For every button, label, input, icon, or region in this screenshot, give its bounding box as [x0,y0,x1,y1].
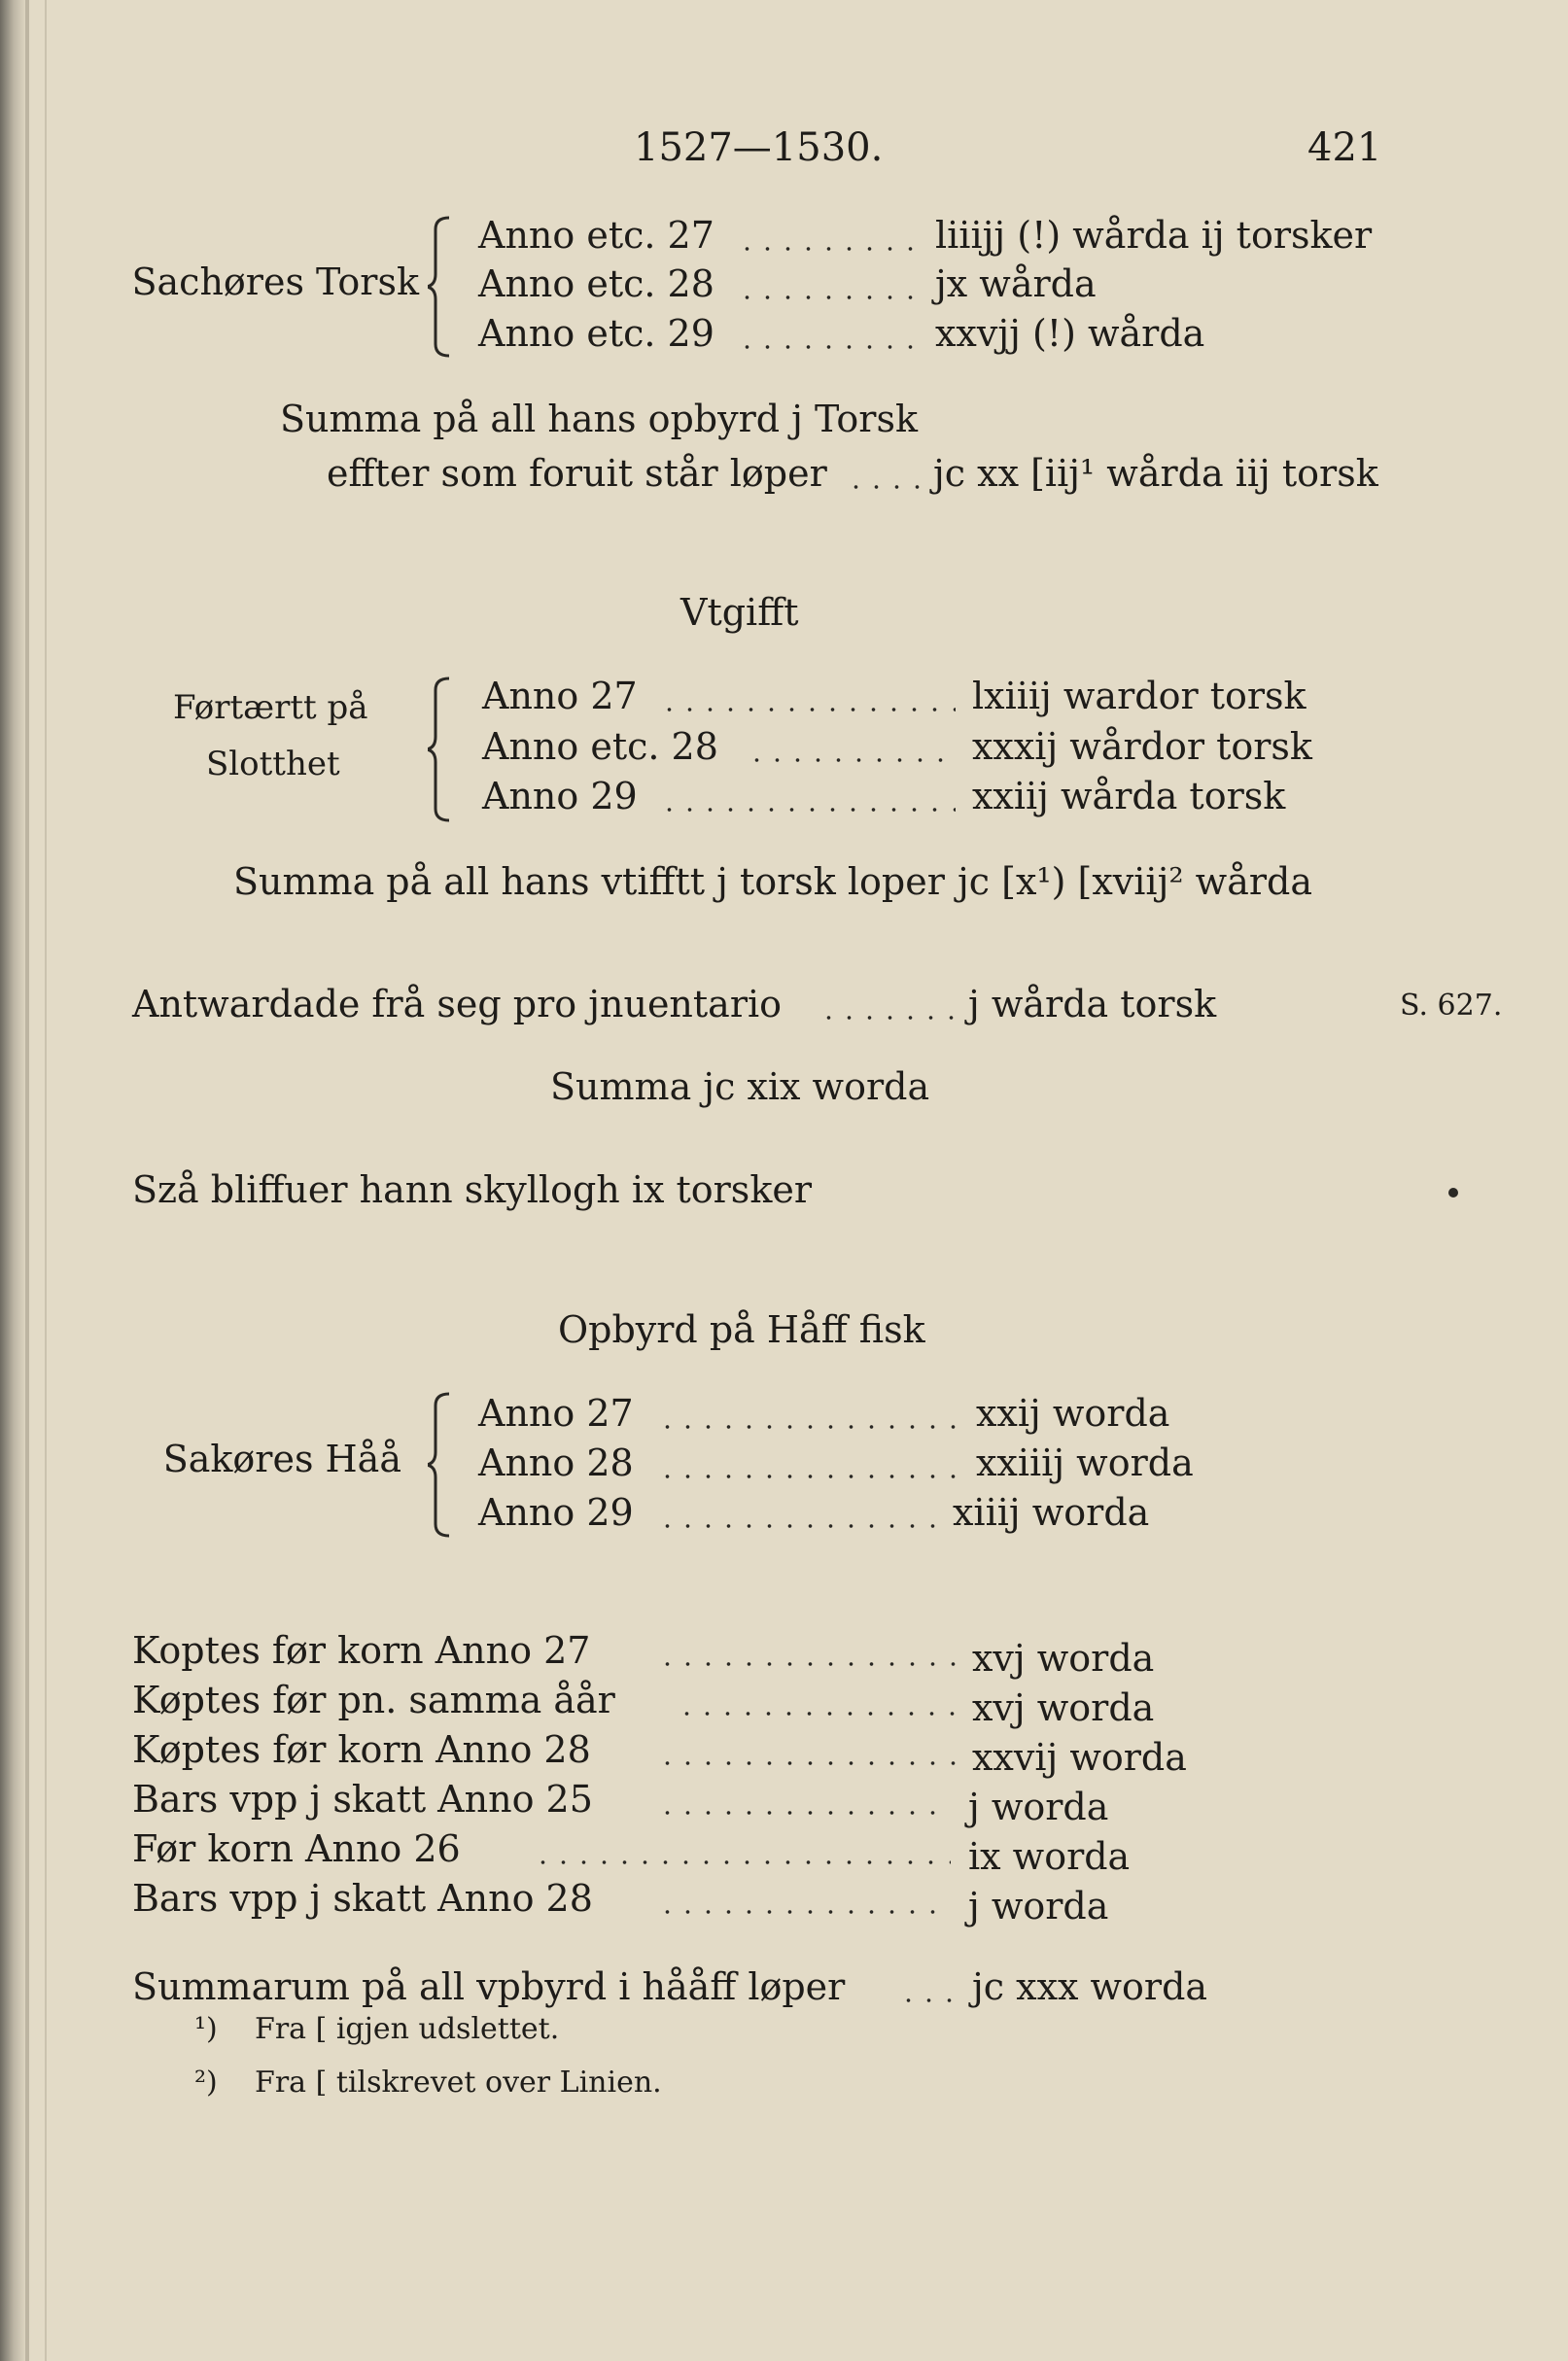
year-cell: Anno 27 [478,1392,634,1435]
leader-dots [747,758,956,762]
leader-dots [657,1475,958,1478]
list-item: Bars vpp j skatt Anno 28 [132,1877,593,1920]
leader-dots [819,1016,955,1020]
value-cell: liiijj (!) wårda ij torsker [935,214,1373,257]
block-label: Sachøres Torsk [131,260,419,303]
footnote-text: Fra [ tilskrevet over Linien. [255,2066,662,2100]
list-item-value: ix worda [968,1835,1131,1878]
leader-dots [898,1998,957,2002]
value-cell: xxiiij worda [976,1441,1194,1484]
footnote-mark: ¹) [194,2012,218,2046]
year-cell: Anno 28 [478,1441,634,1484]
list-item-value: xxvij worda [972,1736,1187,1779]
value-cell: xxxij wårdor torsk [972,725,1312,768]
leader-dots [677,1712,958,1716]
page-binding-edge [0,0,25,2361]
leader-dots [657,1425,958,1429]
summa-value: jc xx [iij¹ wårda iij torsk [933,452,1378,495]
curly-brace-icon [428,677,457,822]
year-cell: Anno etc. 28 [482,725,718,768]
block-label-line1: Førtærtt på [173,688,368,727]
curly-brace-icon [428,216,457,358]
binding-shadow-line [45,0,47,2361]
year-cell: Anno etc. 28 [478,262,714,305]
value-cell: jx wårda [935,262,1097,305]
section-heading-vtgifft: Vtgifft [680,591,799,634]
value-cell: xxiij wårda torsk [972,775,1286,817]
year-cell: Anno 29 [478,1491,634,1534]
leader-dots [657,1524,939,1528]
block-label-line2: Slotthet [206,745,340,783]
leader-dots [659,808,956,812]
summa-line: Summa jc xix worda [550,1065,930,1108]
section-heading-opbyrd: Opbyrd på Håff fisk [558,1308,925,1351]
footnote-text: Fra [ igjen udslettet. [255,2012,560,2046]
binding-shadow-line [25,0,29,2361]
block-label: Sakøres Håå [162,1438,401,1480]
leader-dots [657,1910,949,1914]
sza-line: Szå bliffuer hann skyllogh ix torsker [132,1168,812,1211]
list-item: Bars vpp j skatt Anno 25 [132,1778,593,1821]
leader-dots [737,295,922,299]
curly-brace-icon [428,1392,457,1538]
leader-dots [533,1860,951,1864]
bullet-mark [1448,1188,1458,1198]
year-cell: Anno etc. 29 [478,312,714,355]
page-number: 421 [1307,125,1382,170]
value-cell: xxvjj (!) wårda [935,312,1205,355]
margin-reference: S. 627. [1400,989,1503,1023]
summa-line-2: effter som foruit står løper [327,452,827,495]
leader-dots [657,1662,958,1666]
list-item: Køptes før pn. samma åår [132,1679,615,1721]
summarum-value: jc xxx worda [972,1965,1208,2008]
value-cell: xiiij worda [953,1491,1150,1534]
list-item: Koptes før korn Anno 27 [132,1629,591,1672]
leader-dots [737,345,922,349]
summa-value: jc [x¹) [xviij² wårda [958,860,1312,903]
value-cell: xxij worda [976,1392,1170,1435]
list-item-value: j worda [968,1885,1109,1927]
antwardade-value: j wårda torsk [968,983,1217,1025]
running-head-years: 1527—1530. [634,125,884,170]
list-item-value: xvj worda [972,1637,1155,1680]
summa-line-1: Summa på all hans opbyrd j Torsk [280,398,918,440]
leader-dots [659,708,956,712]
year-cell: Anno etc. 27 [478,214,714,257]
leader-dots [737,247,922,251]
list-item: Køptes før korn Anno 28 [132,1728,591,1771]
footnote-mark: ²) [194,2066,218,2100]
summarum-line: Summarum på all vpbyrd i hååff løper [132,1965,846,2008]
value-cell: lxiiij wardor torsk [972,675,1307,717]
summa-line: Summa på all hans vtifftt j torsk loper [233,860,945,903]
list-item-value: j worda [968,1786,1109,1828]
leader-dots [657,1811,949,1815]
year-cell: Anno 29 [482,775,638,817]
leader-dots [657,1761,958,1765]
antwardade-line: Antwardade frå seg pro jnuentario [132,983,783,1025]
list-item: Før korn Anno 26 [132,1827,461,1870]
leader-dots [846,485,923,489]
list-item-value: xvj worda [972,1686,1155,1729]
year-cell: Anno 27 [482,675,638,717]
